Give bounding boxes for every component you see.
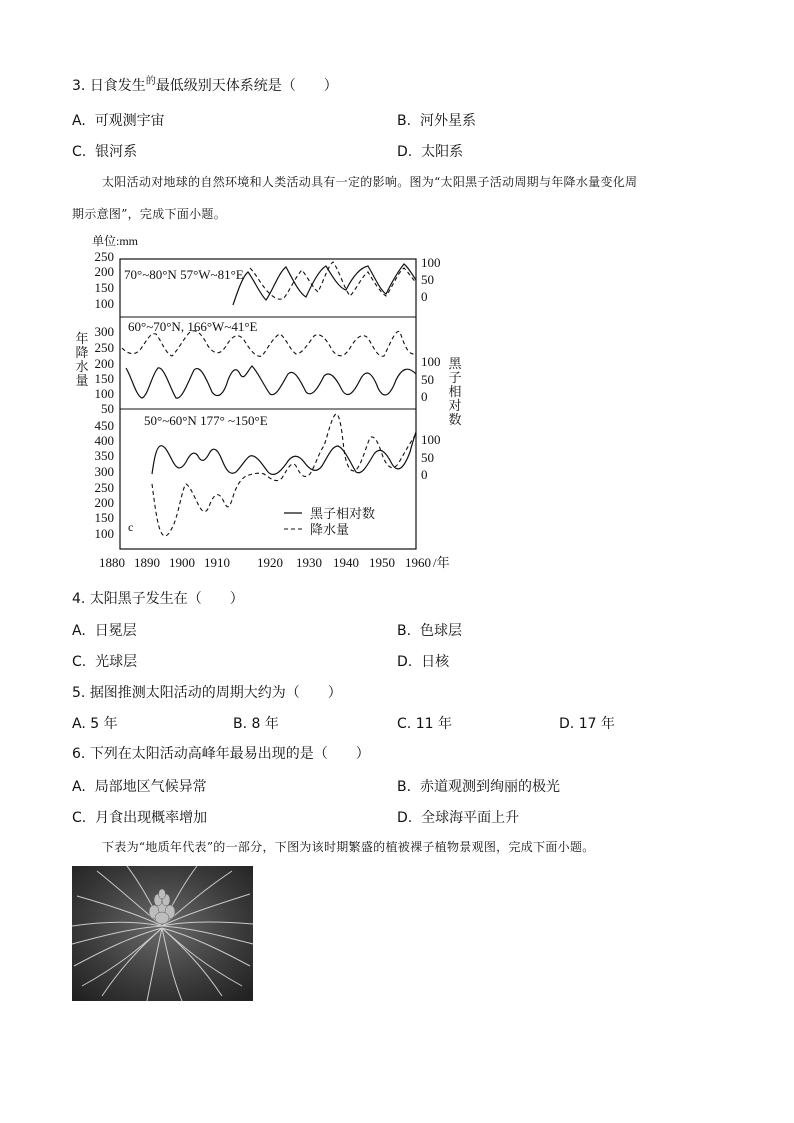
tick-label: 250 (94, 249, 114, 264)
q4-option-b (397, 620, 462, 640)
panel1-region: 70°~80°N 57°W~81°E (124, 267, 244, 282)
q6-stem (72, 743, 370, 763)
q6-option-b (397, 776, 560, 796)
x-axis-suffix: /年 (433, 555, 450, 570)
q5-stem-text: 据图推测太阳活动的周期大约为（ ） (89, 685, 342, 701)
x-axis-ticks (99, 555, 431, 570)
tick-label: 200 (94, 264, 114, 279)
panel3-corner-letter: c (128, 520, 134, 534)
option-text: 局部地区气候异常 (94, 779, 207, 795)
axis-char: 水 (75, 359, 89, 374)
q5-number: 5. (72, 685, 86, 701)
q5-option-d (559, 713, 615, 733)
option-letter: D. (397, 144, 413, 160)
option-text: 太阳系 (421, 144, 464, 160)
option-letter: B. (397, 113, 412, 129)
option-text: 赤道观测到绚丽的极光 (419, 779, 560, 795)
tick-label: 400 (94, 433, 114, 448)
tick-label: 100 (94, 386, 114, 401)
intro1-line2: 期示意图”，完成下面小题。 (72, 207, 227, 221)
intro1-line1: 太阳活动对地球的自然环境和人类活动具有一定的影响。图为“太阳黑子活动周期与年降水量变化周 (102, 175, 638, 189)
tick-label: 1890 (134, 555, 160, 570)
panel2-left-ticks (95, 324, 115, 416)
axis-char: 数 (448, 412, 462, 427)
q3-option-c (72, 141, 137, 161)
q3-option-b (397, 110, 476, 130)
tick-label: 50 (421, 272, 434, 287)
option-text: 光球层 (95, 654, 138, 670)
q6-number: 6. (72, 746, 86, 762)
q5-option-b (233, 713, 279, 733)
option-letter: D. (397, 654, 413, 670)
axis-char: 黑 (448, 356, 462, 371)
option-text: 日核 (421, 654, 450, 670)
panel2-sunspot-line (126, 366, 416, 398)
option-text: 色球层 (419, 623, 462, 639)
tick-label: 450 (94, 418, 114, 433)
pine-plant-photo (72, 866, 253, 1001)
option-letter: B. (397, 779, 412, 795)
option-text: 11 年 (415, 716, 452, 732)
option-letter: D. (397, 810, 413, 826)
axis-char: 对 (448, 398, 462, 413)
tick-label: 1910 (204, 555, 230, 570)
option-letter: C. (72, 810, 87, 826)
tick-label: 100 (94, 296, 114, 311)
axis-char: 相 (448, 384, 462, 399)
tick-label: 100 (421, 354, 441, 369)
panel2-precip-line (122, 331, 416, 357)
option-text: 全球海平面上升 (421, 810, 520, 826)
axis-char: 降 (75, 345, 89, 360)
q4-stem (72, 588, 244, 608)
tick-label: 0 (421, 389, 428, 404)
q6-option-d (397, 807, 519, 827)
option-text: 河外星系 (419, 113, 476, 129)
tick-label: 350 (94, 448, 114, 463)
tick-label: 150 (94, 371, 114, 386)
q5-option-c (397, 713, 452, 733)
tick-label: 1930 (296, 555, 322, 570)
tick-label: 1880 (99, 555, 125, 570)
q3-stem (72, 75, 338, 95)
option-letter: C. (72, 144, 87, 160)
panel1-precip-line (250, 262, 416, 299)
option-text: 17 年 (578, 716, 615, 732)
panel2-region: 60°~70°N, 166°W~41°E (128, 319, 258, 334)
option-text: 5 年 (90, 716, 118, 732)
q3-stem-a: 日食发生 (89, 78, 146, 94)
q3-number: 3. (72, 78, 86, 94)
q6-option-c (72, 807, 207, 827)
pine-needles-image (72, 866, 253, 1001)
tick-label: 150 (94, 280, 114, 295)
panel3-precip-line (152, 414, 416, 536)
q4-option-c (72, 651, 137, 671)
option-letter: B. (233, 716, 248, 732)
q4-option-d (397, 651, 449, 671)
tick-label: 0 (421, 467, 428, 482)
tick-label: 0 (421, 289, 428, 304)
right-ticks (421, 255, 441, 482)
tick-label: 200 (94, 356, 114, 371)
tick-label: 100 (94, 526, 114, 541)
panel3-left-ticks (95, 418, 115, 541)
q4-option-a (72, 620, 137, 640)
option-letter: A. (72, 716, 86, 732)
axis-char: 子 (448, 370, 462, 385)
unit-label: 单位:mm (92, 234, 139, 248)
option-letter: A. (72, 779, 86, 795)
option-text: 银河系 (95, 144, 138, 160)
legend-solid-label: 黑子相对数 (310, 506, 376, 521)
q3-stem-b: 最低级别天体系统是（ ） (155, 78, 338, 94)
option-letter: A. (72, 113, 86, 129)
tick-label: 1940 (333, 555, 359, 570)
tick-label: 150 (94, 510, 114, 525)
q3-option-a (72, 110, 165, 130)
tick-label: 1900 (169, 555, 195, 570)
tick-label: 1920 (257, 555, 283, 570)
legend-dashed-label: 降水量 (310, 522, 350, 537)
tick-label: 250 (94, 340, 114, 355)
tick-label: 50 (421, 450, 434, 465)
left-axis-title (75, 331, 88, 388)
option-text: 月食出现概率增加 (95, 810, 208, 826)
panel1-sunspot-line (233, 264, 416, 305)
panel3-sunspot-line (152, 432, 416, 474)
q5-stem (72, 682, 342, 702)
tick-label: 300 (94, 324, 114, 339)
tick-label: 100 (421, 432, 441, 447)
option-letter: A. (72, 623, 86, 639)
option-text: 8 年 (251, 716, 279, 732)
panel1-left-ticks (95, 249, 115, 311)
tick-label: 50 (101, 401, 114, 416)
option-letter: C. (72, 654, 87, 670)
option-text: 日冕层 (94, 623, 137, 639)
tick-label: 200 (94, 495, 114, 510)
option-text: 可观测宇宙 (94, 113, 165, 129)
q6-option-a (72, 776, 207, 796)
q6-stem-text: 下列在太阳活动高峰年最易出现的是（ ） (89, 746, 370, 762)
option-letter: B. (397, 623, 412, 639)
q4-stem-text: 太阳黑子发生在（ ） (89, 591, 244, 607)
tick-label: 1950 (369, 555, 395, 570)
tick-label: 100 (421, 255, 441, 270)
option-letter: D. (559, 716, 575, 732)
tick-label: 250 (94, 480, 114, 495)
tick-label: 300 (94, 464, 114, 479)
tick-label: 1960 (405, 555, 431, 570)
sunspot-precipitation-figure (0, 228, 480, 578)
axis-char: 年 (75, 331, 89, 346)
q3-option-d (397, 141, 463, 161)
intro2-line1: 下表为“地质年代表”的一部分，下图为该时期繁盛的植被裸子植物景观图，完成下面小题。 (102, 840, 595, 854)
tick-label: 50 (421, 372, 434, 387)
panel3-region: 50°~60°N 177° ~150°E (144, 413, 268, 428)
right-axis-title (448, 356, 462, 427)
q4-number: 4. (72, 591, 86, 607)
option-letter: C. (397, 716, 412, 732)
q5-option-a (72, 713, 118, 733)
q3-stem-sup: 的 (145, 76, 156, 87)
axis-char: 量 (75, 373, 89, 388)
